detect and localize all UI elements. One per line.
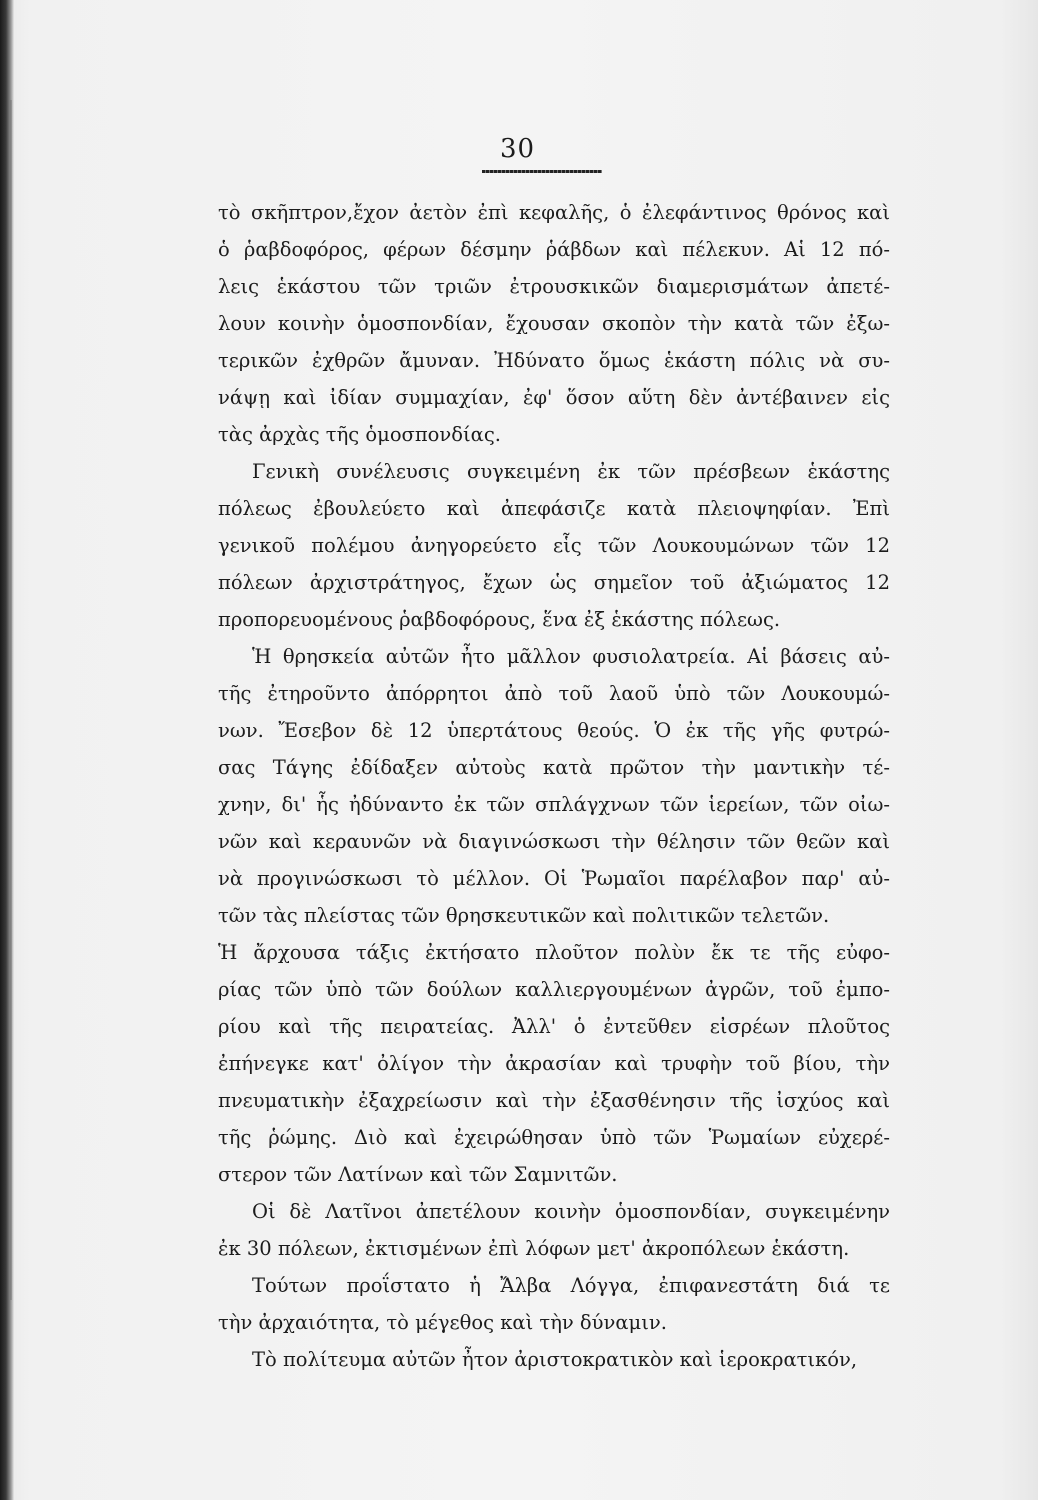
text-line: Γενικὴ συνέλευσις συγκειμένη ἐκ τῶν πρέσβεων ἑκάστης [252,460,890,483]
text-line: τῆς ῥώμης. Διὸ καὶ ἐχειρώθησαν ὑπὸ τῶν Ῥωμαίων εὐχερέ- [218,1126,890,1149]
text-line: τερικῶν ἐχθρῶν ἄμυναν. Ἠδύνατο ὅμως ἑκάστη πόλις νὰ συ- [218,349,890,372]
text-line: στερον τῶν Λατίνων καὶ τῶν Σαμνιτῶν. [218,1163,618,1186]
text-line: Τούτων προΐστατο ἡ Ἄλβα Λόγγα, ἐπιφανεστάτη διά τε [252,1274,890,1297]
text-line: ἐπήνεγκε κατ' ὀλίγον τὴν ἀκρασίαν καὶ τρυφὴν τοῦ βίου, τὴν [218,1052,890,1075]
text-line: τὸ σκῆπτρον,ἔχον ἀετὸν ἐπὶ κεφαλῆς, ὁ ἐλεφάντινος θρόνος καὶ [218,201,890,224]
text-line: Ἡ ἄρχουσα τάξις ἐκτήσατο πλοῦτον πολὺν ἔκ τε τῆς εὐφο- [218,941,890,964]
text-line: πνευματικὴν ἐξαχρείωσιν καὶ τὴν ἐξασθένησιν τῆς ἰσχύος καὶ [218,1089,890,1112]
page-number-rule [482,170,602,173]
text-line: πόλεως ἐβουλεύετο καὶ ἀπεφάσιζε κατὰ πλειοψηφίαν. Ἐπὶ [218,497,890,520]
text-line: νάψῃ καὶ ἰδίαν συμμαχίαν, ἐφ' ὅσον αὕτη δὲν ἀντέβαινεν εἰς [218,386,890,409]
text-line: τῆς ἐτηροῦντο ἀπόρρητοι ἀπὸ τοῦ λαοῦ ὑπὸ τῶν Λουκουμώ- [218,682,890,705]
text-line: νὰ προγινώσκωσι τὸ μέλλον. Οἱ Ῥωμαῖοι παρέλαβον παρ' αὐ- [218,867,890,890]
text-line: τῶν τὰς πλείστας τῶν θρησκευτικῶν καὶ πολιτικῶν τελετῶν. [218,904,830,927]
text-line: ὁ ῥαβδοφόρος, φέρων δέσμην ῥάβδων καὶ πέλεκυν. Αἱ 12 πό- [218,238,890,261]
body-text [218,194,890,1378]
text-line: γενικοῦ πολέμου ἀνηγορεύετο εἷς τῶν Λουκουμώνων τῶν 12 [218,534,890,557]
text-line: χνην, δι' ἧς ἠδύναντο ἐκ τῶν σπλάγχνων τῶν ἱερείων, τῶν οἰω- [218,793,890,816]
text-line: ἐκ 30 πόλεων, ἐκτισμένων ἐπὶ λόφων μετ' ἀκροπόλεων ἑκάστη. [218,1237,850,1260]
text-line: ρίας τῶν ὑπὸ τῶν δούλων καλλιεργουμένων ἀγρῶν, τοῦ ἐμπο- [218,978,890,1001]
text-line: Ἡ θρησκεία αὐτῶν ἦτο μᾶλλον φυσιολατρεία. Αἱ βάσεις αὐ- [252,645,890,668]
text-line: νῶν καὶ κεραυνῶν νὰ διαγινώσκωσι τὴν θέλησιν τῶν θεῶν καὶ [218,830,890,853]
text-line: τὰς ἀρχὰς τῆς ὁμοσπονδίας. [218,423,501,446]
page-number: 30 [500,134,536,164]
text-line: ρίου καὶ τῆς πειρατείας. Ἀλλ' ὁ ἐντεῦθεν εἰσρέων πλοῦτος [218,1015,890,1038]
page-edge-mark [10,100,12,1300]
text-line: λουν κοινὴν ὁμοσπονδίαν, ἔχουσαν σκοπὸν τὴν κατὰ τῶν ἐξω- [218,312,890,335]
text-line: σας Τάγης ἐδίδαξεν αὐτοὺς κατὰ πρῶτον τὴν μαντικὴν τέ- [218,756,890,779]
text-line: λεις ἑκάστου τῶν τριῶν ἐτρουσκικῶν διαμερισμάτων ἀπετέ- [218,275,890,298]
text-line: νων. Ἔσεβον δὲ 12 ὑπερτάτους θεούς. Ὁ ἐκ τῆς γῆς φυτρώ- [218,719,890,742]
text-line: πόλεων ἀρχιστράτηγος, ἔχων ὡς σημεῖον τοῦ ἀξιώματος 12 [218,571,890,594]
text-line: Οἱ δὲ Λατῖνοι ἀπετέλουν κοινὴν ὁμοσπονδίαν, συγκειμένην [252,1200,890,1223]
text-line: προπορευομένους ῥαβδοφόρους, ἕνα ἐξ ἑκάστης πόλεως. [218,608,781,631]
text-line: τὴν ἀρχαιότητα, τὸ μέγεθος καὶ τὴν δύναμιν. [218,1311,667,1334]
text-line: Τὸ πολίτευμα αὐτῶν ἦτον ἀριστοκρατικὸν καὶ ἱεροκρατικόν, [252,1348,858,1371]
